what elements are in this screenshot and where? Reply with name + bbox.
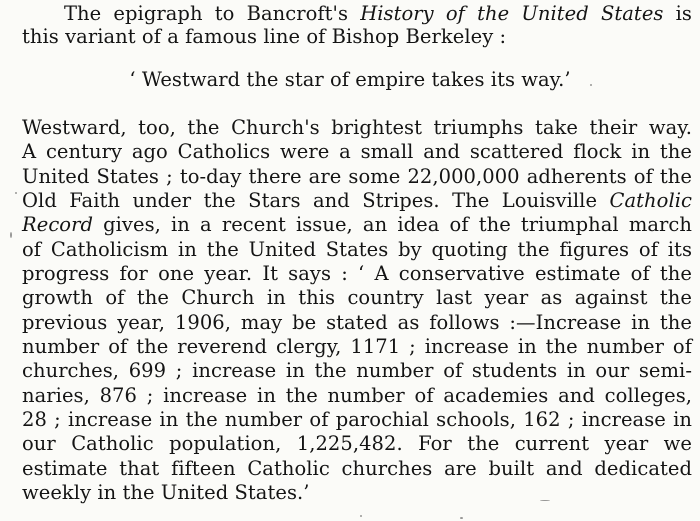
text-run: is	[663, 2, 692, 25]
paragraph-line-2: A century ago Catholics were a small and scattered flock in the	[22, 140, 692, 163]
paragraph-line-11: churches, 699 ; increase in the number of students in our semi-	[22, 359, 692, 382]
paragraph-line-3: United States ; to-day there are some 22,000,000 adherents of the	[22, 165, 692, 188]
paragraph-line-6: of Catholicism in the United States by quoting the figures of its	[22, 238, 692, 261]
paragraph-line-15: estimate that fifteen Catholic churches are built and dedicated	[22, 457, 692, 480]
text-run: Old Faith under the Stars and Stripes. The Louisville	[22, 189, 610, 212]
book-title: History of the United States	[360, 2, 664, 25]
publication-title: Catholic	[609, 189, 692, 212]
paragraph-line-13: 28 ; increase in the number of parochial schools, 162 ; increase in	[22, 408, 692, 431]
print-speck	[360, 515, 362, 517]
epigraph-quote: ‘ Westward the star of empire takes its way.’	[129, 68, 571, 91]
paragraph-line-5	[22, 213, 692, 237]
paragraph-line-4	[22, 189, 692, 213]
paragraph-line-8: growth of the Church in this country last year as against the	[22, 286, 692, 309]
paragraph-line-7: progress for one year. It says : ‘ A conservative estimate of the	[22, 262, 692, 285]
paragraph-line-1: Westward, too, the Church's brightest triumphs take their way.	[22, 116, 692, 139]
print-speck	[540, 500, 550, 501]
epigraph-intro-line-1	[64, 2, 692, 26]
text-run: The epigraph to Bancroft's	[64, 2, 361, 25]
paragraph-line-16: weekly in the United States.’	[22, 481, 310, 504]
paragraph-line-10: number of the reverend clergy, 1171 ; increase in the number of	[22, 335, 692, 358]
paragraph-line-12: naries, 876 ; increase in the number of academies and colleges,	[22, 384, 692, 407]
paragraph-line-14: our Catholic population, 1,225,482. For the current year we	[22, 432, 692, 455]
text-run: gives, in a recent issue, an idea of the triumphal march	[93, 213, 692, 236]
publication-title: Record	[22, 213, 93, 236]
epigraph-intro-line-2: this variant of a famous line of Bishop Berkeley :	[22, 25, 507, 48]
print-speck	[10, 232, 12, 238]
print-speck	[590, 84, 592, 86]
print-speck	[15, 192, 17, 194]
paragraph-line-9: previous year, 1906, may be stated as follows :—Increase in the	[22, 311, 692, 334]
print-speck	[460, 517, 463, 519]
